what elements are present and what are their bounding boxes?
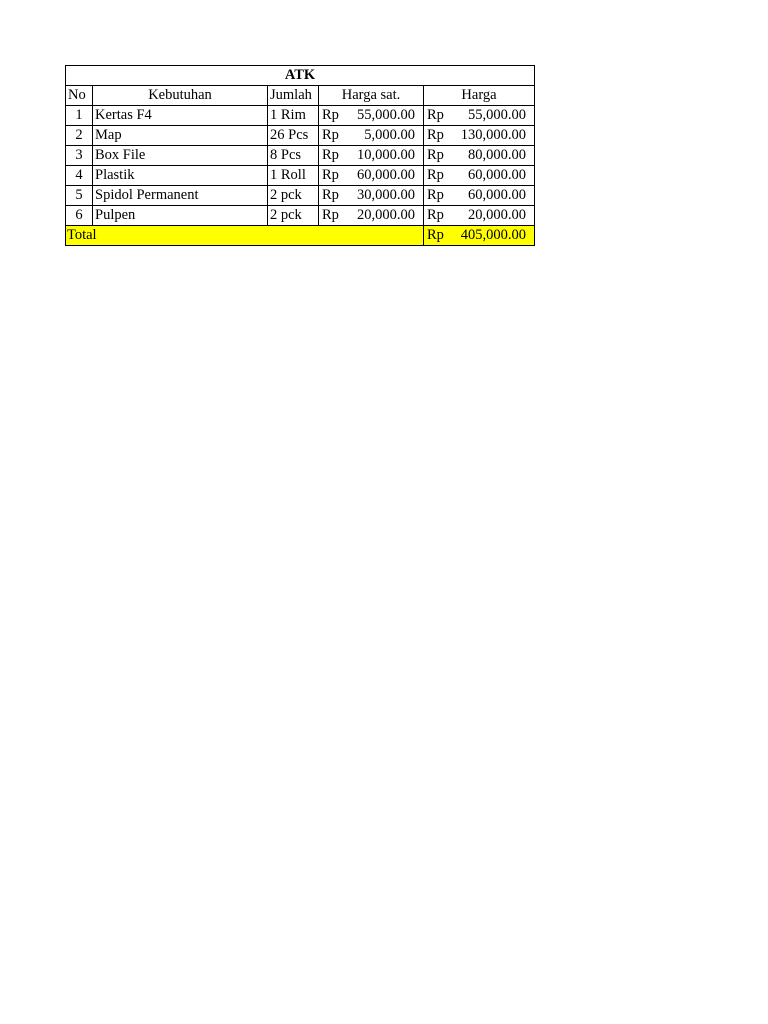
cell-kebutuhan: Pulpen (93, 206, 268, 226)
amount-value: 60,000.00 (468, 187, 526, 204)
cell-harga-sat-value (321, 188, 421, 203)
table-title: ATK (66, 66, 535, 86)
cell-no: 1 (66, 106, 93, 126)
header-jumlah: Jumlah (268, 86, 319, 106)
amount-value: 55,000.00 (468, 107, 526, 124)
spreadsheet-page (65, 65, 535, 246)
amount-value: 55,000.00 (357, 107, 415, 124)
total-amount-value (426, 228, 532, 243)
cell-harga (424, 146, 535, 166)
amount-value: 10,000.00 (357, 147, 415, 164)
currency-label: Rp (427, 187, 444, 204)
cell-no: 2 (66, 126, 93, 146)
header-harga-sat: Harga sat. (319, 86, 424, 106)
cell-no: 6 (66, 206, 93, 226)
table-row (66, 126, 535, 146)
cell-jumlah: 1 Roll (268, 166, 319, 186)
currency-label: Rp (322, 127, 339, 144)
amount-value: 30,000.00 (357, 187, 415, 204)
cell-harga-value (426, 168, 532, 183)
cell-jumlah: 1 Rim (268, 106, 319, 126)
currency-label: Rp (427, 227, 444, 244)
atk-table-body (66, 66, 535, 246)
cell-kebutuhan: Spidol Permanent (93, 186, 268, 206)
cell-kebutuhan: Box File (93, 146, 268, 166)
amount-value: 60,000.00 (357, 167, 415, 184)
currency-label: Rp (427, 207, 444, 224)
header-kebutuhan: Kebutuhan (93, 86, 268, 106)
amount-value: 60,000.00 (468, 167, 526, 184)
currency-label: Rp (322, 107, 339, 124)
atk-table (65, 65, 535, 246)
cell-harga-sat-value (321, 168, 421, 183)
amount-value: 20,000.00 (468, 207, 526, 224)
cell-harga-value (426, 188, 532, 203)
cell-harga (424, 206, 535, 226)
cell-kebutuhan: Kertas F4 (93, 106, 268, 126)
total-amount (424, 226, 535, 246)
amount-value: 405,000.00 (460, 227, 526, 244)
currency-label: Rp (427, 127, 444, 144)
header-no: No (66, 86, 93, 106)
cell-harga-sat-value (321, 128, 421, 143)
cell-jumlah: 26 Pcs (268, 126, 319, 146)
cell-harga (424, 166, 535, 186)
cell-harga-sat-value (321, 208, 421, 223)
currency-label: Rp (322, 147, 339, 164)
currency-label: Rp (322, 167, 339, 184)
cell-harga-value (426, 208, 532, 223)
table-row (66, 186, 535, 206)
cell-harga-sat (319, 186, 424, 206)
cell-harga-sat (319, 146, 424, 166)
cell-harga-sat (319, 206, 424, 226)
header-harga: Harga (424, 86, 535, 106)
cell-kebutuhan: Plastik (93, 166, 268, 186)
cell-harga-sat-value (321, 108, 421, 123)
amount-value: 80,000.00 (468, 147, 526, 164)
cell-harga-sat (319, 126, 424, 146)
currency-label: Rp (427, 167, 444, 184)
amount-value: 130,000.00 (460, 127, 526, 144)
cell-harga-sat-value (321, 148, 421, 163)
table-row (66, 106, 535, 126)
table-row (66, 166, 535, 186)
cell-no: 5 (66, 186, 93, 206)
cell-no: 3 (66, 146, 93, 166)
cell-jumlah: 2 pck (268, 186, 319, 206)
table-row (66, 146, 535, 166)
total-label: Total (66, 226, 424, 246)
cell-harga (424, 186, 535, 206)
cell-harga-sat (319, 166, 424, 186)
currency-label: Rp (322, 207, 339, 224)
currency-label: Rp (427, 107, 444, 124)
cell-jumlah: 2 pck (268, 206, 319, 226)
currency-label: Rp (322, 187, 339, 204)
currency-label: Rp (427, 147, 444, 164)
cell-harga-value (426, 148, 532, 163)
cell-harga (424, 106, 535, 126)
header-row (66, 86, 535, 106)
cell-jumlah: 8 Pcs (268, 146, 319, 166)
cell-no: 4 (66, 166, 93, 186)
cell-kebutuhan: Map (93, 126, 268, 146)
cell-harga-value (426, 128, 532, 143)
amount-value: 5,000.00 (364, 127, 415, 144)
cell-harga (424, 126, 535, 146)
cell-harga-value (426, 108, 532, 123)
title-row (66, 66, 535, 86)
amount-value: 20,000.00 (357, 207, 415, 224)
cell-harga-sat (319, 106, 424, 126)
table-row (66, 206, 535, 226)
total-row (66, 226, 535, 246)
